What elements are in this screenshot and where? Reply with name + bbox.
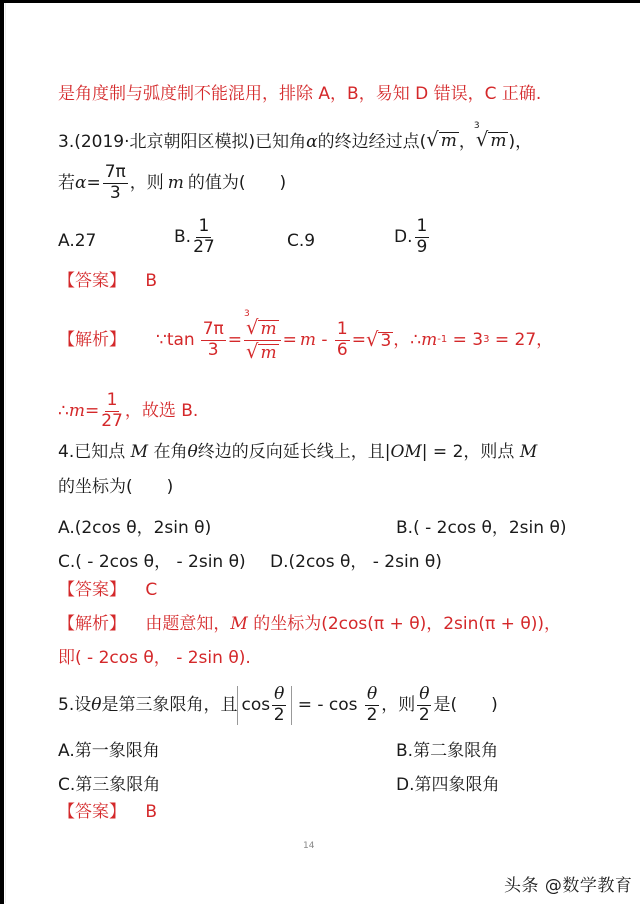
q3-stem-prefix: 3.(2019·北京朝阳区模拟)已知角 [58,131,307,152]
q5-answer: B [145,802,158,822]
q3-answer-line [58,273,157,290]
q5-option-b: B.第二象限角 [396,741,499,761]
q3-option-b: B. $\frac{1}{27}$ [174,216,215,257]
analysis-tag: 【解析】 [58,329,126,350]
page-inner-border [5,3,6,903]
q3-analysis-line1: 【解析】 ∵tan $\frac{7\pi}{3}$ = 3 √ m √ m = m - $\frac{1}{6}$ = √ 3 ，∴ m -1 = 3 3 = 27， [58,309,554,363]
because-tan: ∵tan [156,329,195,350]
radical-icon: √ [426,128,439,151]
q3-stem-line2 [58,164,286,203]
page-border-left [0,0,4,904]
q4-option-c: C.( - 2cos θ， - 2sin θ) [58,552,246,572]
q4-answer-line: 【答案】 C [58,580,158,600]
q3-alpha-2: α [75,172,87,193]
q4-answer: C [145,580,158,600]
q3-sep: ， [458,131,476,152]
q5-option-d: D.第四象限角 [396,775,500,795]
q3-stem-mid: 的终边经过点( [317,131,427,152]
q5-option-c: C.第三象限角 [58,775,161,795]
q4-analysis-line2: 即( - 2cos θ， - 2sin θ). [58,648,251,668]
q3-m: m [167,172,184,193]
q5-option-a: A.第一象限角 [58,741,160,761]
q4-option-b: B.( - 2cos θ，2sin θ) [396,518,567,538]
radical-icon: √ [246,316,259,339]
watermark: 头条 @数学教育 [504,876,633,896]
q4-stem-line2: 的坐标为( ) [58,477,174,497]
q5-answer-line: 【答案】 B [58,802,158,822]
radical-icon: √ [246,339,259,363]
page-number: 14 [303,841,315,851]
abs-cos-half-theta: cos $\frac{\theta}{2}$ [237,686,292,725]
cbrt-over-sqrt: 3 √ m √ m [244,318,281,363]
q3-alpha: α [306,131,318,152]
q3-analysis-line2: ∴ m = $\frac{1}{27}$ ，故选 B. [58,390,199,431]
q3-stem-line1 [58,121,533,152]
q3-sqrt-m: √ m [426,128,457,151]
radical-icon: √ [475,128,489,151]
q3-then: ，则 [129,172,164,193]
q3-stem-end: )， [508,131,533,152]
q4-option-d: D.(2cos θ， - 2sin θ) [270,552,442,572]
q3-option-c: C.9 [287,231,316,251]
q3-answer: B [145,271,158,291]
q4-stem-line1: 4.已知点 M 在角θ终边的反向延长线上，且|OM| = 2，则点 M [58,442,538,462]
q3-if: 若 [58,172,75,193]
q4-analysis-line1: 【解析】 由题意知，M 的坐标为(2cos(π + θ)，2sin(π + θ))， [58,614,561,634]
q3-eq: = [86,172,101,193]
q3-fraction-7pi-3: $\frac{7\pi}{3}$ [104,162,126,203]
q5-stem: 5.设 θ 是第三象限角，且 cos $\frac{\theta}{2}$ = - cos $\frac{\theta}{2}$ ，则 $\frac{\theta}{2}$ 是( ) [58,684,498,725]
radical-icon: √ [365,327,379,351]
q4-option-a: A.(2cos θ，2sin θ) [58,518,212,538]
q3-ask: 的值为( ) [187,172,287,193]
q3-option-d: D. $\frac{1}{9}$ [394,216,428,257]
q3-option-a: A.27 [58,231,97,251]
q3-cbrt-m: 3 √ m [473,121,507,151]
prev-analysis-conclusion: 是角度制与弧度制不能混用，排除 A，B，易知 D 错误，C 正确. [58,84,542,104]
answer-tag: 【答案】 [58,271,126,291]
page-border-top [0,0,640,3]
